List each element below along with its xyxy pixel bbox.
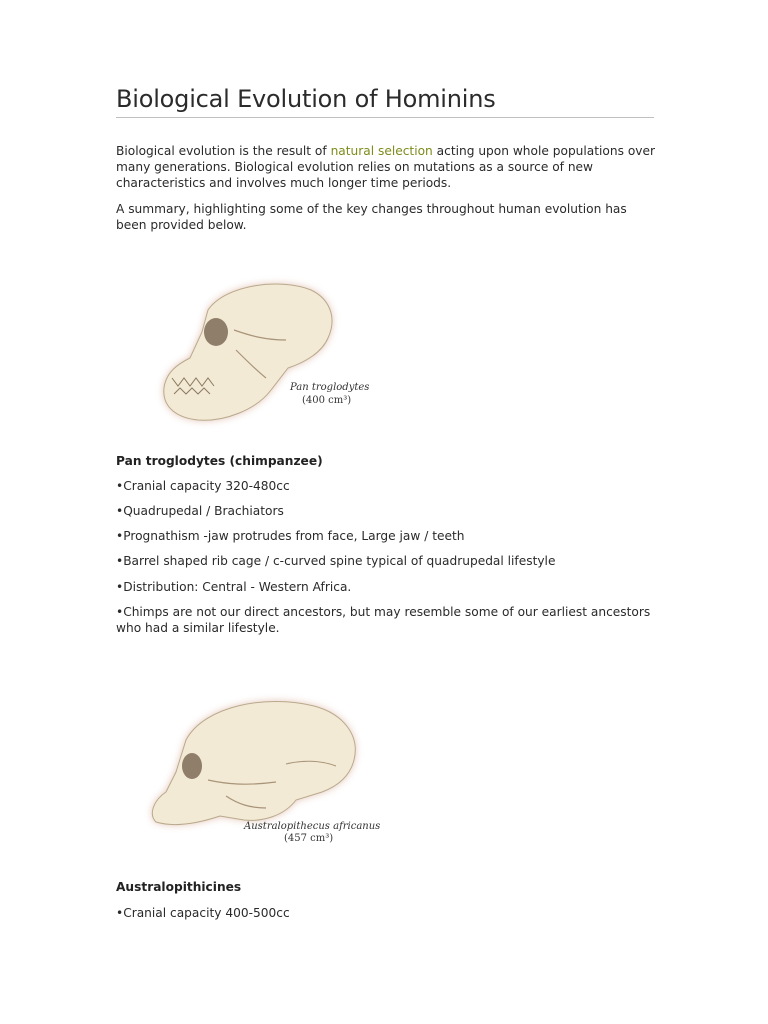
chimpanzee-bullet-5: •Distribution: Central - Western Africa.: [116, 580, 352, 594]
australopithecus-figure-caption: Australopithecus africanus: [244, 821, 381, 832]
page-title: Biological Evolution of Hominins: [116, 84, 654, 118]
chimpanzee-bullet-1: •Cranial capacity 320-480cc: [116, 479, 290, 493]
chimpanzee-bullet-4: •Barrel shaped rib cage / c-curved spine typical of quadrupedal lifestyle: [116, 554, 556, 568]
australopithecus-skull-figure: [116, 688, 406, 848]
chimpanzee-bullet-2: •Quadrupedal / Brachiators: [116, 504, 284, 518]
natural-selection-link[interactable]: natural selection: [330, 144, 433, 158]
chimpanzee-figure-volume: (400 cm³): [302, 395, 352, 406]
chimpanzee-bullet-6: •Chimps are not our direct ancestors, but may resemble some of our earliest ancestors who had a similar lifestyle.: [116, 605, 651, 635]
australopithicines-bullet-1: •Cranial capacity 400-500cc: [116, 906, 290, 920]
intro-paragraph-1: [116, 143, 656, 191]
chimpanzee-bullet-3: •Prognathism -jaw protrudes from face, Large jaw / teeth: [116, 529, 465, 543]
intro-paragraph-2: A summary, highlighting some of the key changes throughout human evolution has been provided below.: [116, 202, 627, 232]
intro-text-after-link: acting upon whole populations over many generations. Biological evolution relies on mutations as a source of new characteristics and involves much longer time periods.: [116, 144, 656, 190]
section-heading-chimpanzee: Pan troglodytes (chimpanzee): [116, 454, 323, 468]
australopithecus-skull-illustration: [152, 701, 355, 824]
section-heading-australopithicines: Australopithicines: [116, 880, 242, 894]
intro-text-before-link: Biological evolution is the result of: [116, 144, 331, 158]
australopithecus-figure-volume: (457 cm³): [284, 833, 334, 844]
chimpanzee-skull-figure: [116, 270, 406, 435]
chimpanzee-figure-caption: Pan troglodytes: [290, 382, 370, 393]
